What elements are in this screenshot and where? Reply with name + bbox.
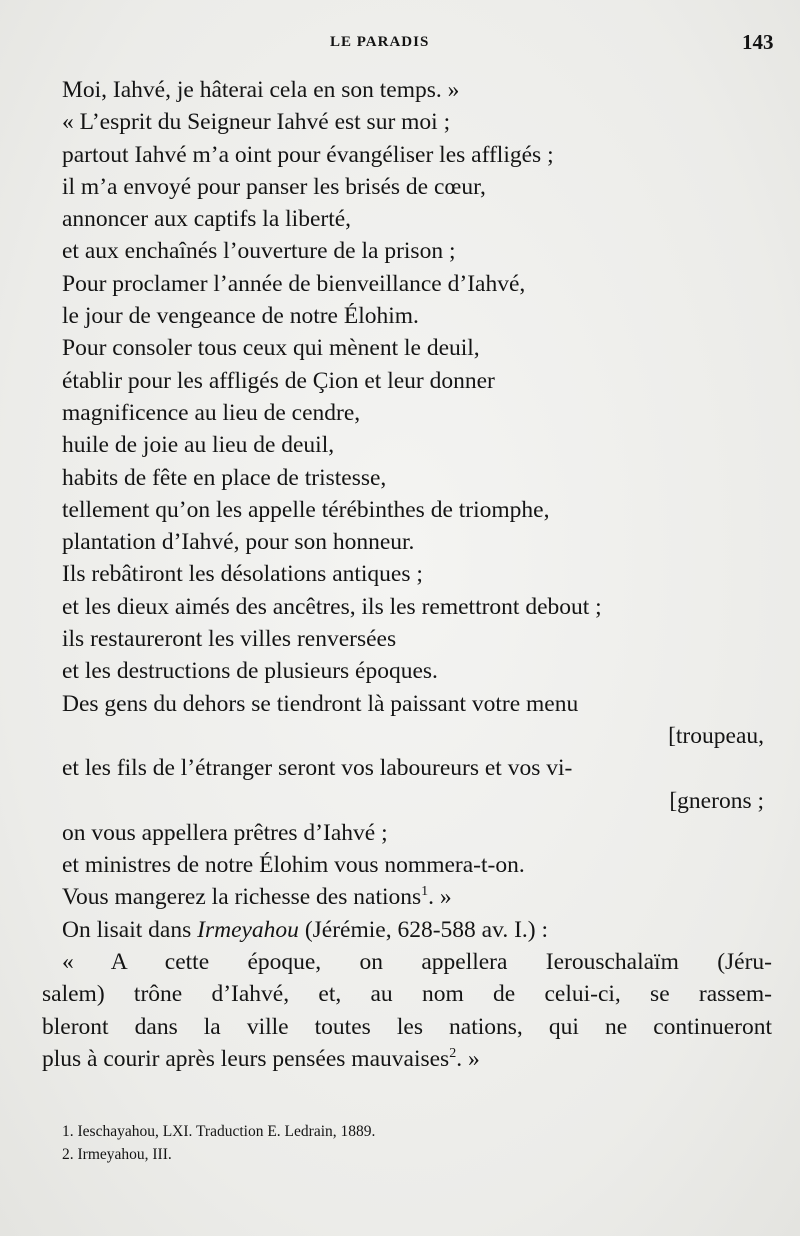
prose-line: « A cette époque, on appellera Ierouschalaïm (Jéru- [62, 949, 772, 976]
footnotes [62, 1120, 762, 1166]
text-line: Pour consoler tous ceux qui mènent le deuil, [62, 335, 480, 362]
page-number: 143 [742, 30, 774, 54]
footnote-ref[interactable]: 2 [449, 1046, 457, 1062]
text-line: Pour proclamer l’année de bienveillance d’Iahvé, [62, 270, 526, 297]
running-title: LE PARADIS [330, 34, 430, 50]
text-line: tellement qu’on les appelle térébinthes de triomphe, [62, 496, 550, 523]
text-line-continuation: [troupeau, [668, 722, 764, 749]
text-line: ils restaureront les villes renversées [62, 626, 397, 653]
footnote: 1. Ieschayahou, LXI. Traduction E. Ledrain, 1889. [62, 1123, 376, 1140]
text-line: et les fils de l’étranger seront vos laboureurs et vos vi- [62, 755, 573, 782]
text-line: plantation d’Iahvé, pour son honneur. [62, 529, 415, 556]
text-line: Moi, Iahvé, je hâterai cela en son temps. » [62, 77, 460, 103]
text-line: il m’a envoyé pour panser les brisés de cœur, [62, 173, 486, 200]
text-line: et ministres de notre Élohim vous nommera-t-on. [62, 852, 525, 879]
text-line: Vous mangerez la richesse des nations$^1$. » [62, 884, 452, 911]
text-line: Des gens du dehors se tiendront là paissant votre menu [62, 690, 579, 717]
text-line-continuation: [gnerons ; [669, 787, 764, 814]
prose-line: bleront dans la ville toutes les nations, qui ne continueront [42, 1013, 772, 1040]
footnote-ref[interactable]: 1 [421, 884, 429, 900]
text-line: on vous appellera prêtres d’Iahvé ; [62, 819, 388, 846]
footnote: 2. Irmeyahou, III. [62, 1146, 172, 1163]
running-head [0, 30, 800, 60]
text-line: et les dieux aimés des ancêtres, ils les remettront debout ; [62, 593, 602, 620]
text-line: « L’esprit du Seigneur Iahvé est sur moi ; [62, 109, 451, 136]
text-line: huile de joie au lieu de deuil, [62, 432, 335, 459]
text-line: et aux enchaînés l’ouverture de la prison ; [62, 238, 456, 265]
prose-line: salem) trône d’Iahvé, et, au nom de celui-ci, se rassem- [42, 981, 772, 1008]
prose-line: plus à courir après leurs pensées mauvaises$^2$. » [42, 1045, 480, 1072]
text-line: Ils rebâtiront les désolations antiques ; [62, 561, 423, 588]
book-title: Irmeyahou [197, 916, 299, 943]
prose-intro: On lisait dans Irmeyahou (Jérémie, 628-588 av. I.) : [62, 916, 548, 943]
text-line: magnificence au lieu de cendre, [62, 399, 361, 426]
text-line: partout Iahvé m’a oint pour évangéliser les affligés ; [62, 141, 554, 168]
text-line: habits de fête en place de tristesse, [62, 464, 387, 491]
text-line: et les destructions de plusieurs époques. [62, 658, 438, 685]
text-line: annoncer aux captifs la liberté, [62, 206, 352, 233]
body-text [42, 74, 772, 1075]
text-line: établir pour les affligés de Çion et leur donner [62, 367, 495, 394]
text-line: le jour de vengeance de notre Élohim. [62, 303, 419, 330]
